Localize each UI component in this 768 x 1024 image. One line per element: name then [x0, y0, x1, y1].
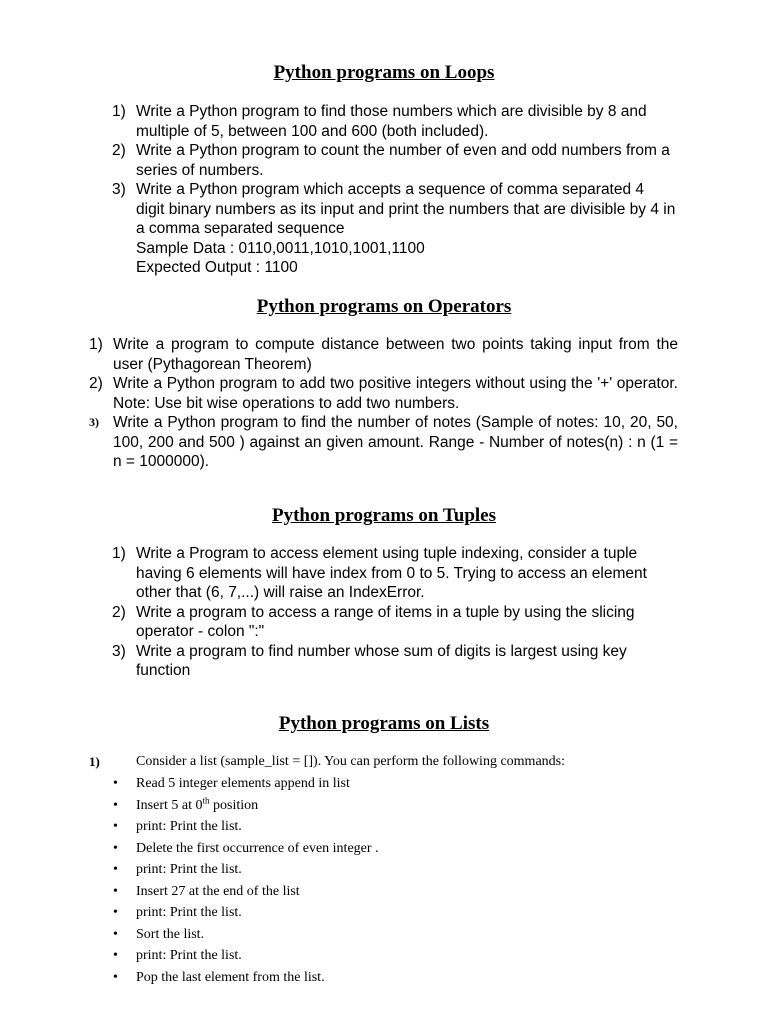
- list-item: [113, 838, 696, 860]
- item-number: 1): [112, 103, 126, 120]
- list-item: [112, 141, 676, 180]
- list-item: [113, 945, 696, 967]
- loops-list: [112, 102, 676, 278]
- list-item: [89, 335, 678, 374]
- bullet-text: print: Print the list.: [136, 819, 242, 834]
- list-item: [113, 773, 696, 795]
- list-item: [112, 102, 676, 141]
- list-item: [112, 180, 676, 278]
- heading-operators: Python programs on Operators: [256, 296, 512, 317]
- bullet-icon: •: [113, 776, 118, 791]
- sample-data: Sample Data : 0110,0011,1010,1001,1100: [136, 239, 425, 257]
- item-text: Write a program to access a range of items in a tuple by using the slicing operator - colon ":": [136, 603, 635, 640]
- list-item: [113, 794, 696, 817]
- item-text: Consider a list (sample_list = []). You can perform the following commands:: [136, 754, 565, 769]
- heading-tuples: Python programs on Tuples: [271, 505, 497, 526]
- item-text: Write a Program to access element using tuple indexing, consider a tuple having 6 elements will have index from 0 to 5. Trying to access an element other that (6, 7,...) will raise an IndexError.: [136, 545, 647, 601]
- commands-list: [113, 773, 696, 988]
- heading-lists: Python programs on Lists: [278, 713, 490, 734]
- bullet-icon: •: [113, 819, 118, 834]
- operators-list: [89, 335, 678, 472]
- item-text: Write a Python program which accepts a sequence of comma separated 4 digit binary numbers as its input and print the numbers that are divisible by 4 in a comma separated sequence: [136, 181, 676, 237]
- bullet-icon: •: [113, 948, 118, 963]
- tuples-list: [112, 544, 676, 681]
- item-number: 2): [112, 603, 126, 621]
- item-number: 1): [89, 336, 103, 353]
- bullet-icon: •: [113, 840, 118, 856]
- superscript: th: [202, 794, 210, 805]
- bullet-text: print: Print the list.: [136, 905, 242, 920]
- bullet-text: Insert 5 at 0: [136, 797, 203, 813]
- item-number: 3): [112, 181, 126, 198]
- list-item: [113, 859, 696, 881]
- item-number: 2): [89, 375, 103, 392]
- list-item: [113, 902, 696, 924]
- item-number: 3): [89, 415, 99, 429]
- bullet-text: print: Print the list.: [136, 862, 242, 877]
- list-item: [112, 642, 676, 681]
- item-text: Write a Python program to add two positive integers without using the '+' operator. Note: Use bit wise operations to add two numbers.: [113, 375, 678, 412]
- bullet-text: Delete the first occurrence of even integer .: [136, 840, 379, 856]
- list-item: [112, 544, 676, 603]
- list-item: [89, 374, 678, 413]
- item-text: Write a Python program to find those numbers which are divisible by 8 and multiple of 5, between 100 and 600 (both included).: [136, 103, 647, 140]
- item-text: Write a program to find number whose sum of digits is largest using key function: [136, 642, 627, 679]
- item-number: 3): [112, 642, 126, 660]
- bullet-icon: •: [113, 926, 118, 942]
- item-text: Write a program to compute distance between two points taking input from the user (Pythagorean Theorem): [113, 336, 678, 373]
- bullet-icon: •: [113, 862, 118, 877]
- expected-output: Expected Output : 1100: [136, 259, 298, 276]
- bullet-text: print: Print the list.: [136, 948, 242, 963]
- list-item: [89, 413, 678, 472]
- list-item: [112, 603, 676, 642]
- item-text: Write a Python program to find the number of notes (Sample of notes: 10, 20, 50, 100, 200 and 500 ) against an given amount. Range - Number of notes(n) : n (1 = n = 1000000).: [113, 414, 678, 470]
- item-number: 2): [112, 142, 126, 159]
- list-item: [113, 881, 696, 903]
- item-number: 1): [89, 754, 100, 769]
- bullet-text: Sort the list.: [136, 926, 205, 942]
- bullet-text-tail: position: [209, 797, 259, 813]
- bullet-text: Insert 27 at the end of the list: [136, 883, 300, 899]
- bullet-text: Read 5 integer elements append in list: [136, 776, 350, 791]
- item-text: Write a Python program to count the number of even and odd numbers from a series of numbers.: [136, 142, 670, 179]
- bullet-icon: •: [113, 797, 118, 813]
- heading-loops: Python programs on Loops: [273, 62, 495, 83]
- item-number: 1): [112, 545, 126, 562]
- bullet-icon: •: [113, 969, 118, 985]
- list-item: [113, 967, 696, 989]
- bullet-icon: •: [113, 883, 118, 899]
- list-item: [113, 924, 696, 946]
- bullet-icon: •: [113, 905, 118, 920]
- bullet-text: Pop the last element from the list.: [136, 969, 325, 985]
- list-item: [113, 816, 696, 838]
